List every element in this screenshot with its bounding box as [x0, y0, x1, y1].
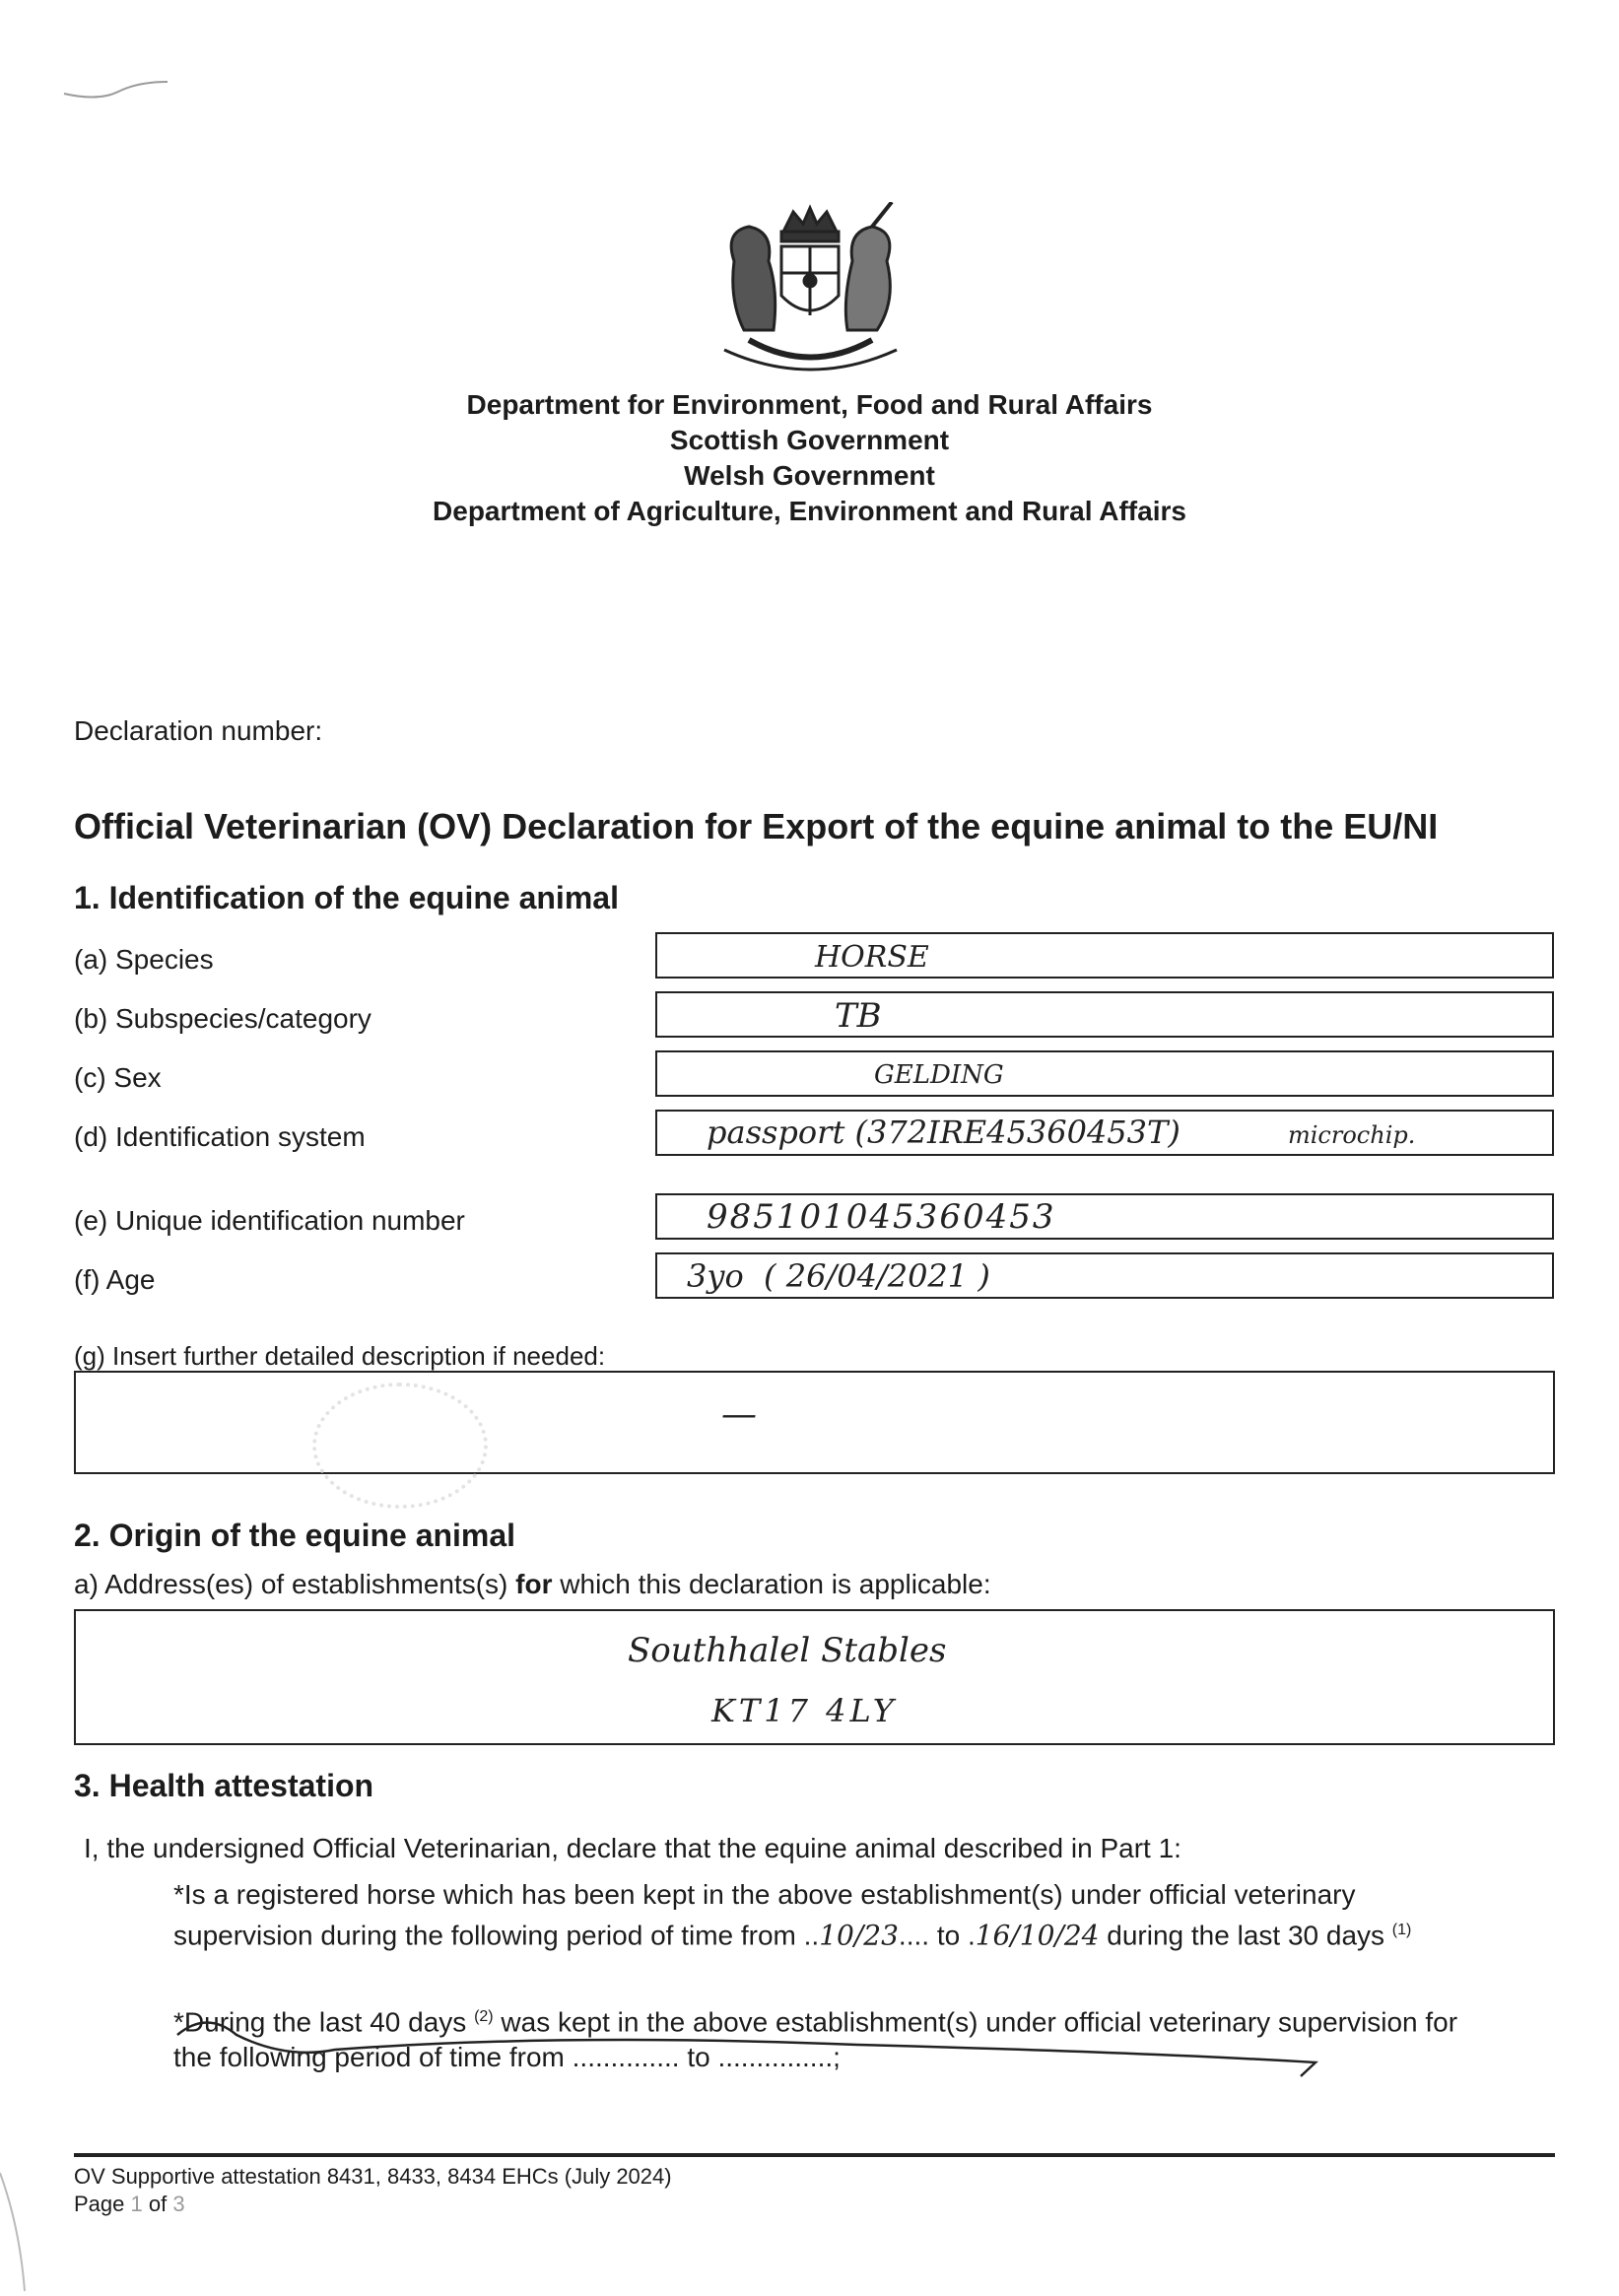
subspecies-field[interactable] [655, 991, 1554, 1038]
further-description-value: — [721, 1394, 757, 1435]
subspecies-label: (b) Subspecies/category [74, 1003, 371, 1034]
attestation-intro: I, the undersigned Official Veterinarian, declare that the equine animal described in Part 1: [84, 1833, 1181, 1863]
identification-system-value: passport (372IRE45360453T) [707, 1114, 1181, 1151]
unique-id-value: 985101045360453 [707, 1197, 1056, 1237]
footer-form-reference: OV Supportive attestation 8431, 8433, 8434 EHCs (July 2024) [74, 2164, 672, 2189]
department-line: Scottish Government [669, 425, 950, 455]
age-field[interactable] [655, 1252, 1554, 1299]
faint-stamp-mark [312, 1383, 488, 1509]
identification-system-label: (d) Identification system [74, 1121, 366, 1152]
scan-mark [59, 74, 177, 103]
address-field[interactable] [74, 1609, 1555, 1745]
species-field[interactable] [655, 932, 1554, 979]
department-header [0, 387, 1619, 529]
royal-coat-of-arms-logo [705, 202, 916, 379]
period-to-value: 16/10/24 [975, 1919, 1100, 1952]
department-line: Welsh Government [684, 460, 935, 491]
department-line: Department of Agriculture, Environment and Rural Affairs [433, 496, 1186, 526]
scan-edge-mark [0, 2168, 59, 2296]
further-description-field[interactable] [74, 1371, 1555, 1474]
period-from-value: 10/23 [819, 1919, 899, 1952]
attestation-para2: *During the last 40 days $^{(2)}$ was kept in the above establishment(s) under official veterinary supervision for the following period of time from .............. to ...............; [173, 2006, 1458, 2073]
section2-heading: 2. Origin of the equine animal [74, 1518, 516, 1553]
subspecies-value: TB [835, 996, 882, 1036]
page-title: Official Veterinarian (OV) Declaration for Export of the equine animal to the EU/NI [74, 806, 1439, 846]
strikethrough-line [168, 2005, 1330, 2084]
sex-field[interactable] [655, 1050, 1554, 1097]
identification-system-field[interactable] [655, 1110, 1554, 1156]
address-line-1: Southhalel Stables [628, 1631, 947, 1670]
further-description-label: (g) Insert further detailed description if needed: [74, 1341, 606, 1371]
footer-divider [74, 2153, 1555, 2157]
section1-heading: 1. Identification of the equine animal [74, 880, 619, 915]
species-label: (a) Species [74, 944, 214, 975]
sex-value: GELDING [874, 1060, 1004, 1090]
age-value: 3yo ( 26/04/2021 ) [687, 1257, 990, 1295]
unique-id-field[interactable] [655, 1193, 1554, 1240]
identification-system-value-2: microchip. [1288, 1121, 1416, 1149]
section3-heading: 3. Health attestation [74, 1768, 374, 1803]
address-label: a) Address(es) of establishments(s) for which this declaration is applicable: [74, 1569, 991, 1599]
unique-id-label: (e) Unique identification number [74, 1205, 465, 1236]
footer [74, 2163, 672, 2218]
declaration-number-label: Declaration number: [74, 715, 323, 746]
page-number: Page 1 of 3 [74, 2192, 185, 2216]
attestation-para1: *Is a registered horse which has been kept in the above establishment(s) under official veterinary supervision during the following period of time from ..10/23.... to .16/10/24 during the last 30 days $^{(1)}$ [173, 1879, 1412, 1952]
sex-label: (c) Sex [74, 1062, 162, 1093]
age-label: (f) Age [74, 1264, 156, 1295]
species-value: HORSE [815, 940, 929, 975]
address-line-2: KT17 4LY [711, 1692, 898, 1729]
department-line: Department for Environment, Food and Rural Affairs [466, 389, 1153, 420]
